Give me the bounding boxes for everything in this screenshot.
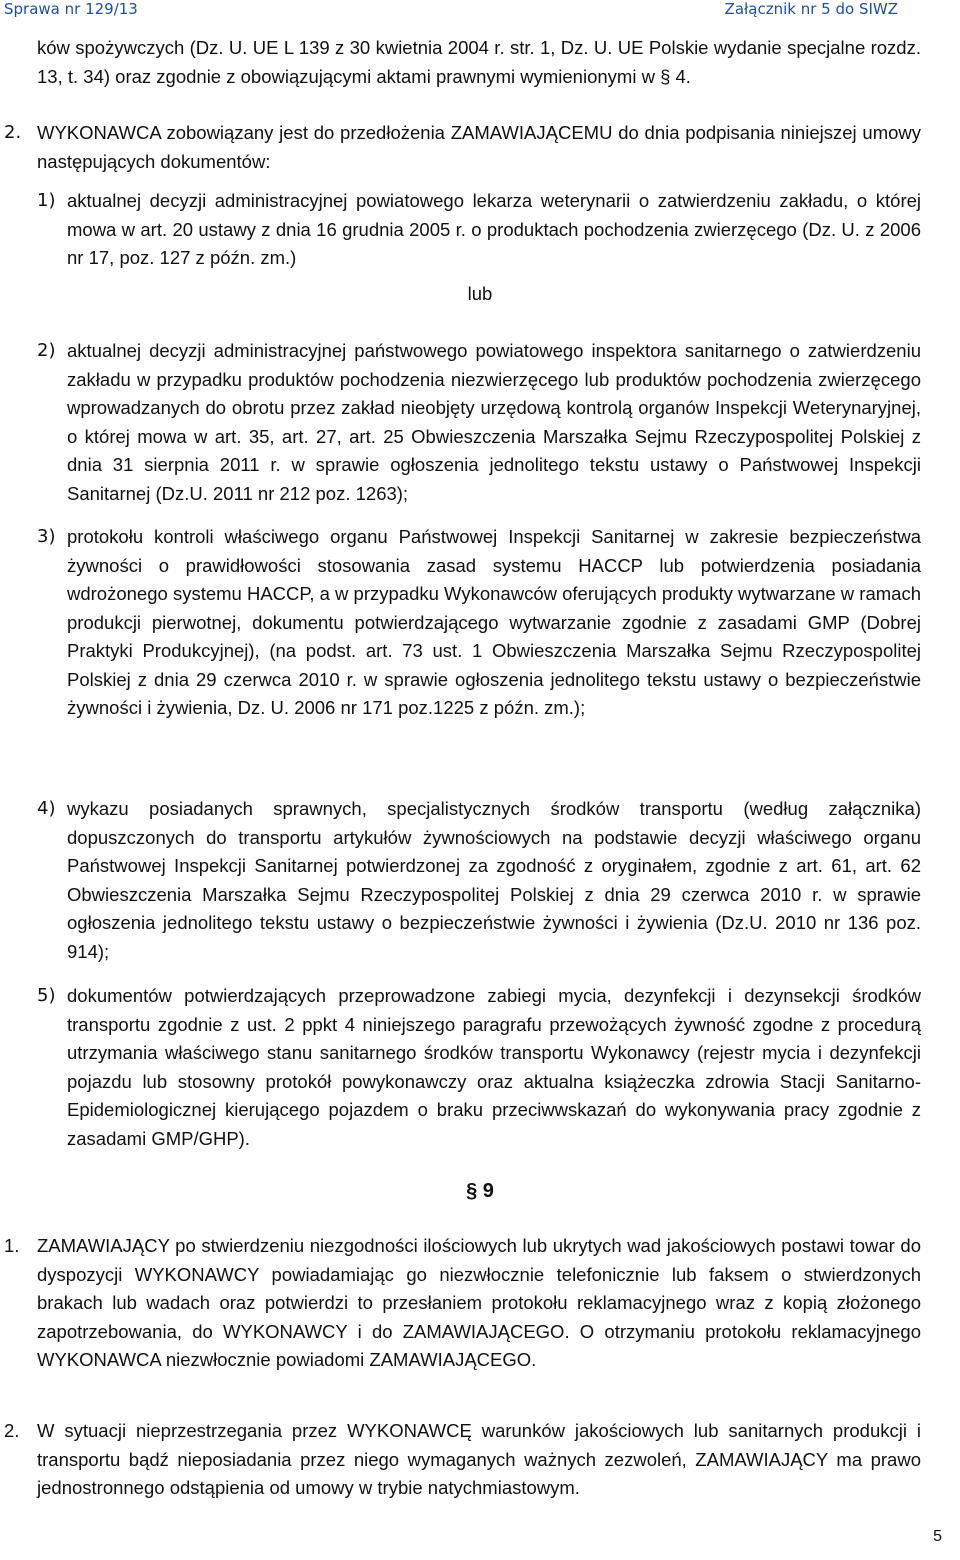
section-point (0, 1232, 960, 1375)
list-item (37, 795, 921, 966)
point-2-text: WYKONAWCA zobowiązany jest do przedłożenia ZAMAWIAJĄCEMU do dnia podpisania niniejszej umowy następujących dokumentów: (37, 122, 921, 172)
list-item-text: wykazu posiadanych sprawnych, specjalistycznych środków transportu (według załącznika) dopuszczonych do transportu artykułów żywnościowych na podstawie decyzji właściwego organu Państwowej Inspekcji Sanitarnej potwierdzonej za zgodność z oryginałem, zgodnie z art. 61, art. 62 Obwieszczenia Marszałka Sejmu Rzeczypospolitej Polskiej z dnia 29 czerwca 2010 r. w sprawie ogłoszenia jednolitego tekstu ustawy o bezpieczeństwie żywności i żywienia (Dz.U. 2010 nr 136 poz. 914); (67, 798, 921, 962)
list-item-number: 5) (37, 985, 56, 1006)
section-point (0, 1417, 960, 1503)
intro-paragraph: ków spożywczych (Dz. U. UE L 139 z 30 kwietnia 2004 r. str. 1, Dz. U. UE Polskie wydanie specjalne rozdz. 13, t. 34) oraz zgodnie z obowiązującymi aktami prawnymi wymienionymi w § 4. (37, 37, 921, 87)
list-item-text: aktualnej decyzji administracyjnej powiatowego lekarza weterynarii o zatwierdzeniu zakładu, o której mowa w art. 20 ustawy z dnia 16 grudnia 2005 r. o produktach pochodzenia zwierzęcego (Dz. U. z 2006 nr 17, poz. 127 z późn. zm.) (67, 190, 921, 268)
list-item-number: 1) (37, 190, 56, 211)
or-separator: lub (467, 283, 493, 304)
section-heading: § 9 (466, 1180, 494, 1202)
list-item (37, 187, 921, 273)
list-item-number: 3) (37, 526, 56, 547)
list-item-text: aktualnej decyzji administracyjnej państwowego powiatowego inspektora sanitarnego o zatwierdzeniu zakładu w przypadku produktów pochodzenia niezwierzęcego lub produktów pochodzenia zwierzęcego wprowadzanych do obrotu przez zakład nieobjęty urzędową kontrolą organów Inspekcji Weterynaryjnej, o której mowa w art. 35, art. 27, art. 25 Obwieszczenia Marszałka Sejmu Rzeczypospolitej Polskiej z dnia 31 sierpnia 2011 r. w sprawie ogłoszenia jednolitego tekstu ustawy o Państwowej Inspekcji Sanitarnej (Dz.U. 2011 nr 212 poz. 1263); (67, 340, 921, 504)
list-item (37, 523, 921, 723)
list-item (37, 982, 921, 1153)
section-point-number: 1. (4, 1235, 20, 1256)
list-item (37, 337, 921, 508)
header-case-number: Sprawa nr 129/13 (4, 0, 138, 18)
point-2-number: 2. (4, 122, 22, 143)
list-item-number: 2) (37, 340, 56, 361)
page-number: 5 (933, 1528, 942, 1545)
list-item-text: dokumentów potwierdzających przeprowadzone zabiegi mycia, dezynfekcji i dezynsekcji środków transportu zgodnie z ust. 2 ppkt 4 niniejszego paragrafu przewożących żywność zgodne z procedurą utrzymania właściwego stanu sanitarnego środków transportu Wykonawcy (rejestr mycia i dezynfekcji pojazdu lub stosowny protokół powykonawczy oraz aktualna książeczka zdrowia Stacji Sanitarno-Epidemiologicznej kierującego pojazdem o braku przeciwwskazań do wykonywania pracy zgodnie z zasadami GMP/GHP). (67, 985, 921, 1149)
section-point-text: ZAMAWIAJĄCY po stwierdzeniu niezgodności ilościowych lub ukrytych wad jakościowych postawi towar do dyspozycji WYKONAWCY powiadamiając go niezwłocznie telefonicznie lub faksem o stwierdzonych brakach lub wadach oraz potwierdzi to przesłaniem protokołu reklamacyjnego wraz z kopią złożonego zapotrzebowania, do WYKONAWCY i do ZAMAWIAJĄCEGO. O otrzymaniu protokołu reklamacyjnego WYKONAWCA niezwłocznie powiadomi ZAMAWIAJĄCEGO. (37, 1235, 921, 1370)
header-annex-label: Załącznik nr 5 do SIWZ (724, 0, 898, 18)
list-item-number: 4) (37, 798, 56, 819)
section-point-number: 2. (4, 1420, 20, 1441)
list-item-text: protokołu kontroli właściwego organu Państwowej Inspekcji Sanitarnej w zakresie bezpieczeństwa żywności o prawidłowości stosowania zasad systemu HACCP lub potwierdzenia posiadania wdrożonego systemu HACCP, a w przypadku Wykonawców oferujących produkty wytwarzane w ramach produkcji pierwotnej, dokumentu potwierdzającego wytwarzanie zgodnie z zasadami GMP (Dobrej Praktyki Produkcyjnej), (na podst. art. 73 ust. 1 Obwieszczenia Marszałka Sejmu Rzeczypospolitej Polskiej z dnia 29 czerwca 2010 r. w sprawie ogłoszenia jednolitego tekstu ustawy o bezpieczeństwie żywności i żywienia, Dz. U. 2006 nr 171 poz.1225 z późn. zm.); (67, 526, 921, 718)
point-2 (4, 119, 921, 176)
section-point-text: W sytuacji nieprzestrzegania przez WYKONAWCĘ warunków jakościowych lub sanitarnych produkcji i transportu bądź nieposiadania przez niego wymaganych ważnych zezwoleń, ZAMAWIAJĄCY ma prawo jednostronnego odstąpienia od umowy w trybie natychmiastowym. (37, 1420, 921, 1498)
